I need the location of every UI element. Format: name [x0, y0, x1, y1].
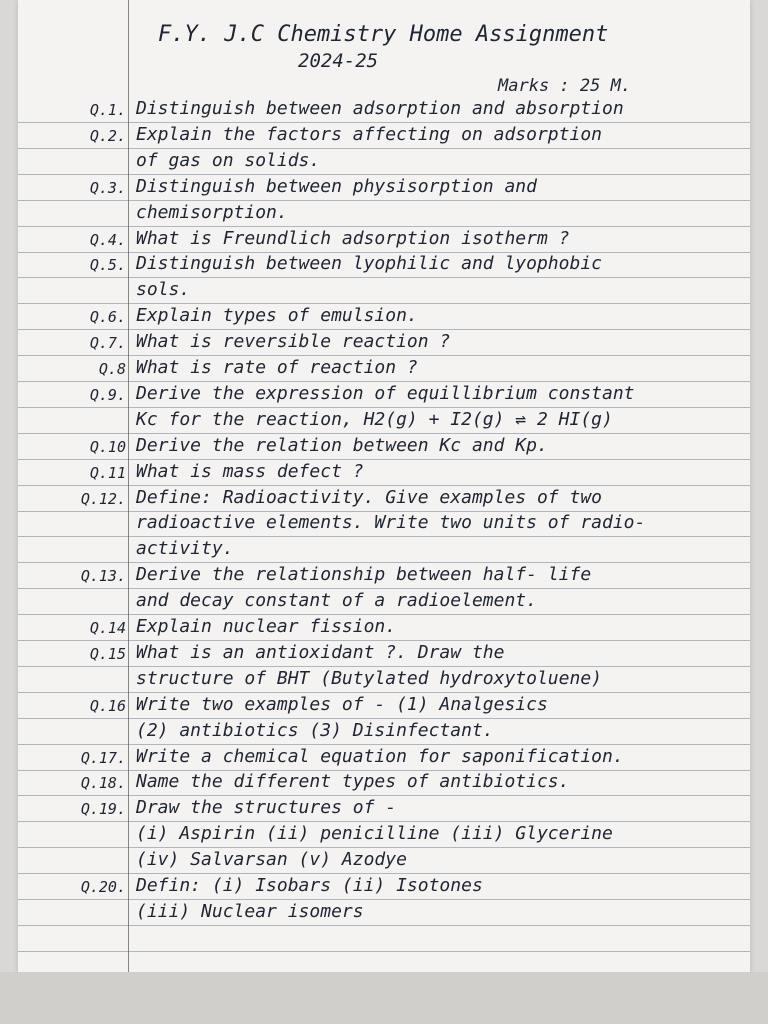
- question-number: Q.20.: [80, 878, 126, 896]
- question-text-line: Derive the relation between Kc and Kp.: [136, 434, 548, 456]
- question-text-line: and decay constant of a radioelement.: [136, 590, 537, 612]
- question-text-line: Name the different types of antibiotics.: [136, 771, 570, 793]
- question-text-line: Distinguish between adsorption and absorption: [136, 98, 624, 119]
- question-text-line: activity.: [136, 538, 234, 560]
- question-text-line: Defin: (i) Isobars (ii) Isotones: [136, 875, 483, 896]
- question-text-line: What is Freundlich adsorption isotherm ?: [136, 227, 570, 249]
- question-text-line: Derive the relationship between half- life: [136, 564, 592, 586]
- question-number: Q.8: [98, 360, 126, 378]
- margin-line: [128, 0, 129, 972]
- desk-background: [0, 972, 768, 1024]
- question-text-line: What is reversible reaction ?: [136, 331, 451, 353]
- question-number: Q.4.: [89, 230, 126, 249]
- question-text-line: What is an antioxidant ?. Draw the: [136, 641, 505, 663]
- question-text-line: of gas on solids.: [136, 149, 321, 171]
- question-number: Q.6.: [89, 308, 126, 327]
- question-text-line: chemisorption.: [136, 201, 288, 223]
- question-number: Q.12.: [80, 489, 126, 508]
- question-text-line: Distinguish between lyophilic and lyophobic: [136, 253, 602, 275]
- question-text-line: Write two examples of - (1) Analgesics: [136, 693, 548, 715]
- question-text-line: (iv) Salvarsan (v) Azodye: [136, 849, 407, 871]
- notebook-page: [18, 0, 750, 972]
- question-number: Q.15: [89, 644, 126, 663]
- question-number: Q.5.: [89, 256, 126, 275]
- question-text-line: Derive the expression of equillibrium constant: [136, 382, 635, 404]
- question-number: Q.19.: [80, 800, 126, 819]
- question-text-line: sols.: [136, 279, 191, 301]
- question-text-line: What is mass defect ?: [136, 460, 364, 482]
- question-text-line: Distinguish between physisorption and: [136, 175, 537, 197]
- question-text-line: (i) Aspirin (ii) penicilline (iii) Glycerine: [136, 823, 613, 845]
- question-text-line: structure of BHT (Butylated hydroxytoluene): [136, 667, 602, 689]
- assignment-title: F.Y. J.C Chemistry Home Assignment: [158, 22, 609, 47]
- question-number: Q.3.: [89, 178, 126, 197]
- question-number: Q.9.: [89, 385, 126, 404]
- question-text-line: Kc for the reaction, H2(g) + I2(g) ⇌ 2 HI(g): [136, 408, 613, 430]
- question-text-line: Draw the structures of -: [136, 797, 397, 819]
- total-marks: Marks : 25 M.: [498, 76, 632, 96]
- question-number: Q.7.: [89, 334, 126, 353]
- question-text-line: Write a chemical equation for saponification.: [136, 745, 624, 767]
- question-number: Q.16: [89, 696, 126, 715]
- question-number: Q.11: [89, 463, 126, 482]
- question-number: Q.2.: [89, 126, 126, 145]
- academic-year: 2024-25: [298, 50, 379, 72]
- question-text-line: Explain the factors affecting on adsorption: [136, 123, 602, 145]
- question-text-line: (iii) Nuclear isomers: [136, 900, 364, 922]
- question-text-line: Explain nuclear fission.: [136, 616, 397, 637]
- question-number: Q.1.: [89, 101, 126, 119]
- question-number: Q.13.: [80, 567, 126, 586]
- question-text-line: (2) antibiotics (3) Disinfectant.: [136, 719, 494, 741]
- question-number: Q.17.: [80, 748, 126, 767]
- question-text-line: What is rate of reaction ?: [136, 357, 418, 378]
- question-number: Q.14: [89, 619, 126, 637]
- question-text-line: Define: Radioactivity. Give examples of two: [136, 486, 602, 508]
- question-number: Q.10: [89, 437, 126, 456]
- question-number: Q.18.: [80, 774, 126, 793]
- question-text-line: Explain types of emulsion.: [136, 305, 418, 327]
- question-text-line: radioactive elements. Write two units of radio-: [136, 512, 646, 534]
